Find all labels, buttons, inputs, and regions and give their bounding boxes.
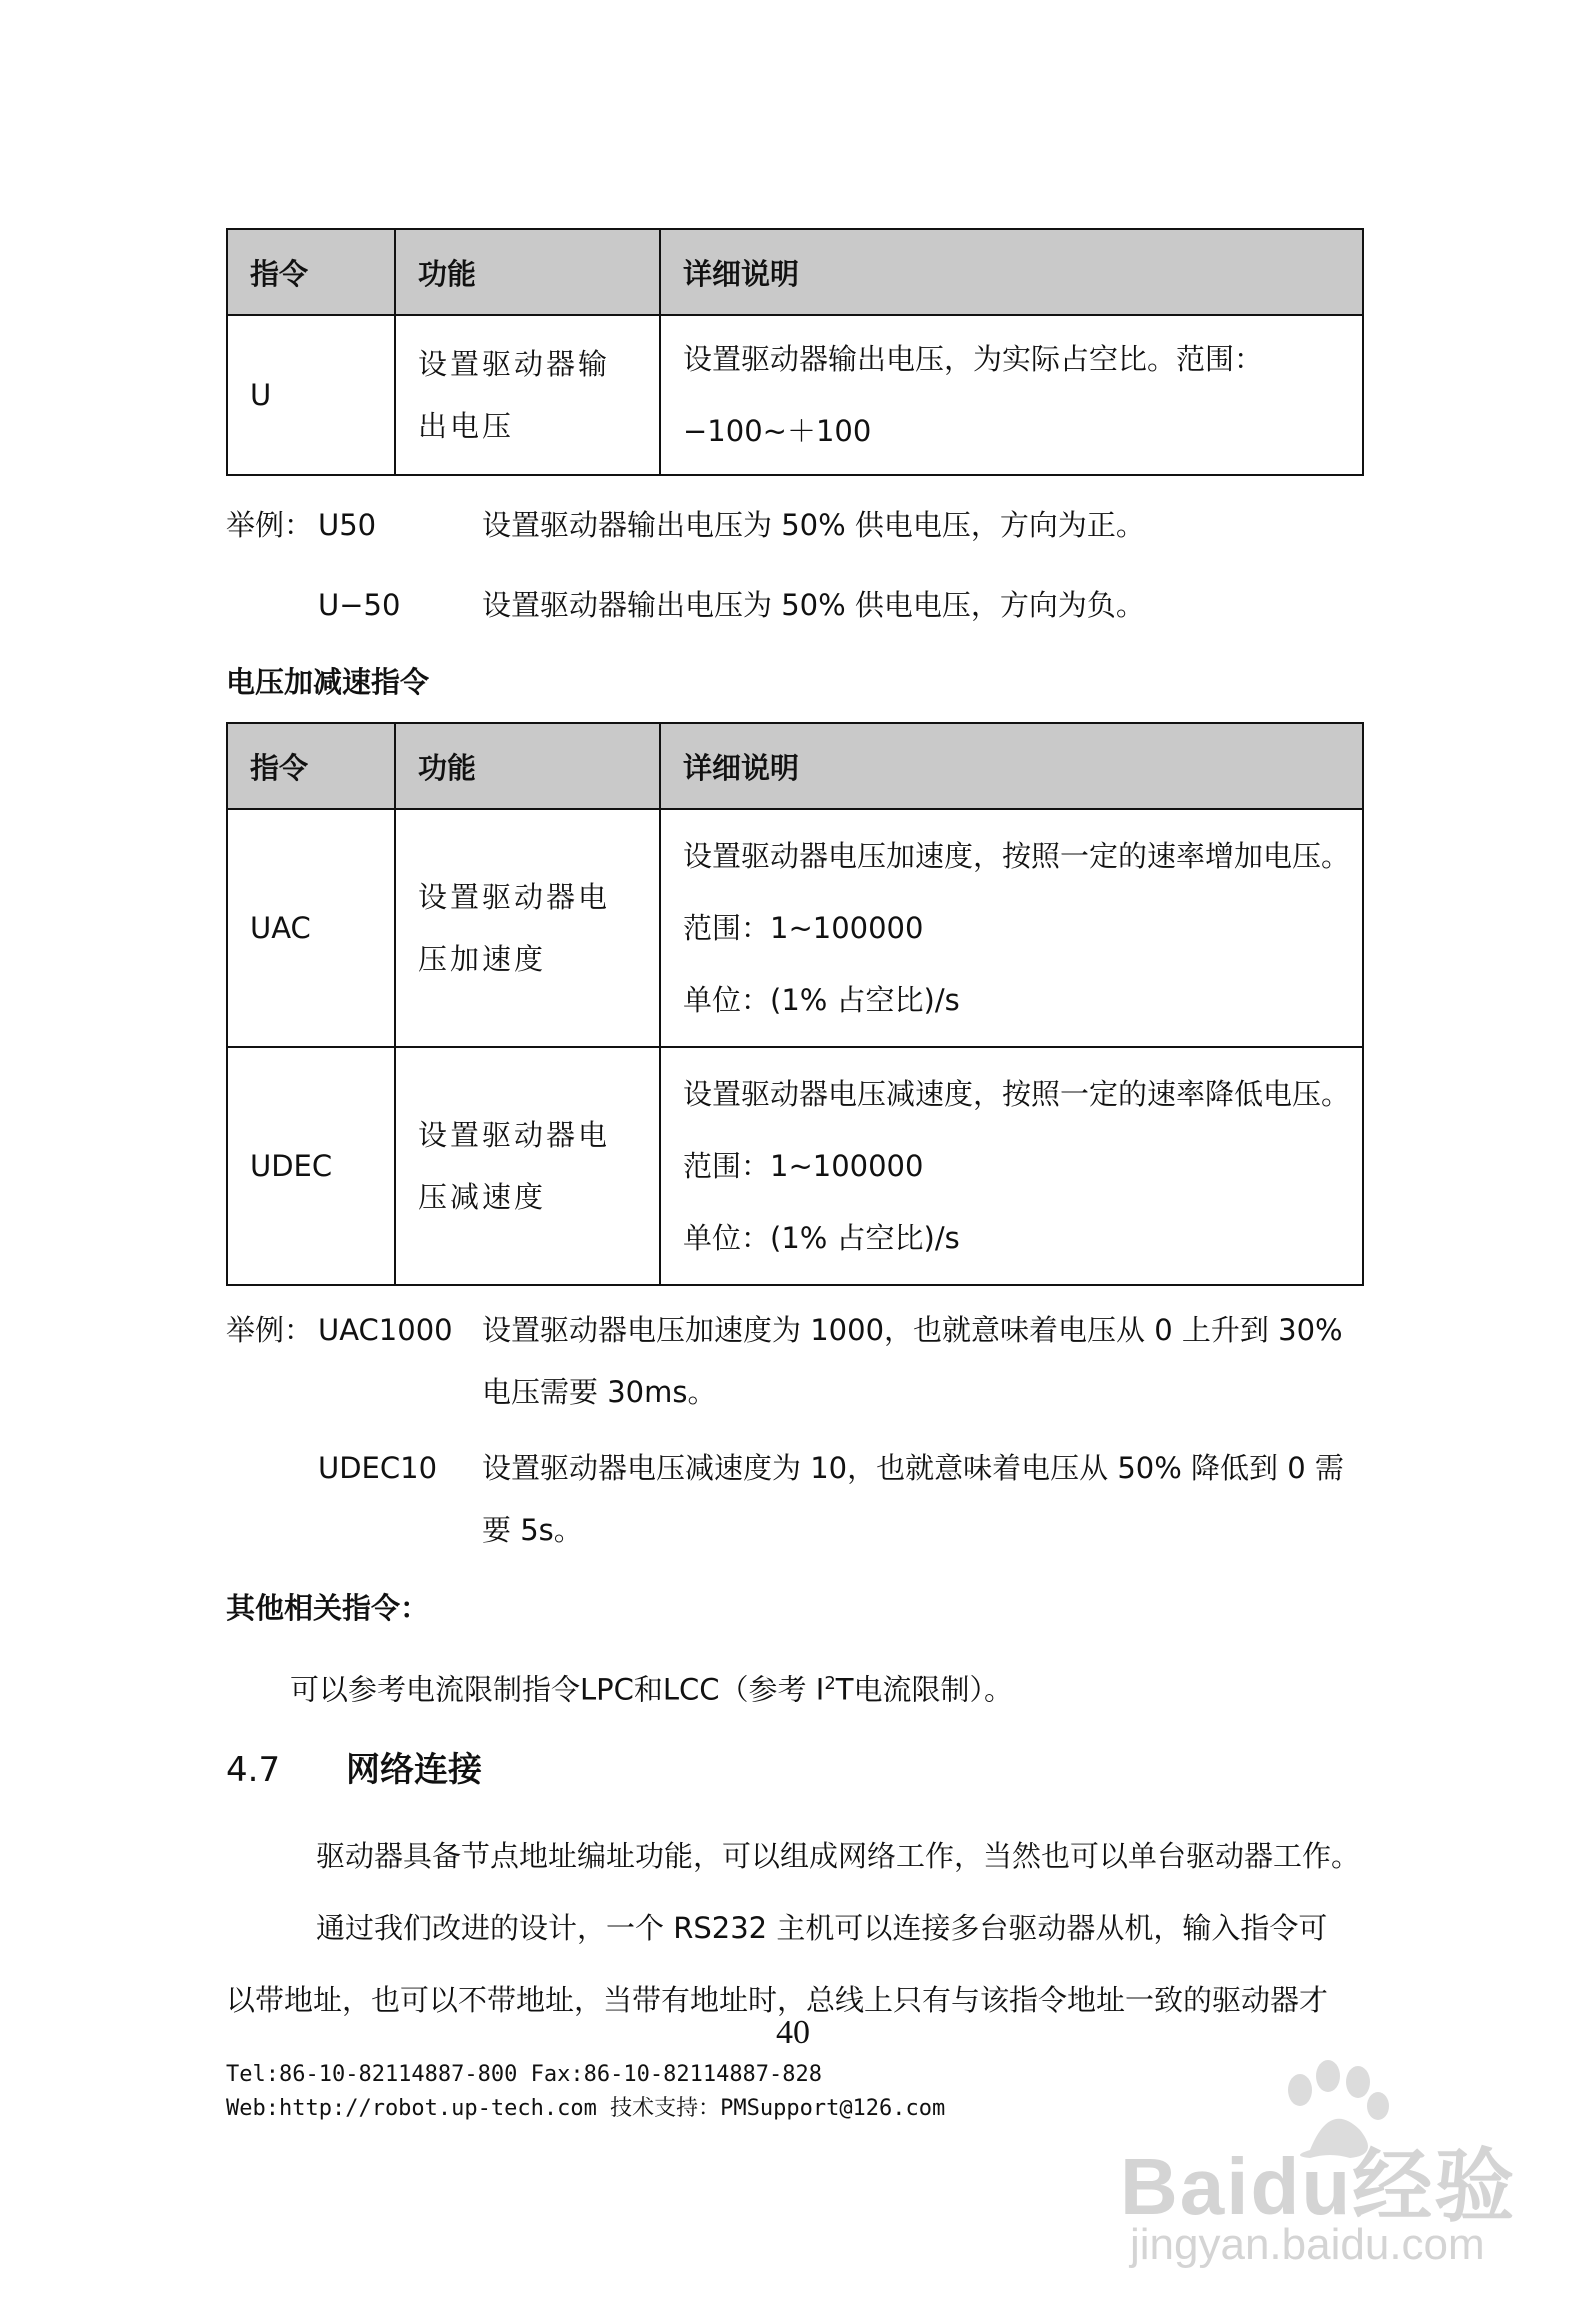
cell-detail <box>660 1047 1363 1285</box>
cell-command: UAC <box>227 809 395 1047</box>
other-commands-heading: 其他相关指令： <box>226 1591 430 1625</box>
paragraph: 驱动器具备节点地址编址功能，可以组成网络工作，当然也可以单台驱动器工作。 <box>316 1839 1361 1873</box>
header-function: 功能 <box>395 229 660 315</box>
command-table-u <box>226 228 1364 476</box>
section-title: 网络连接 <box>346 1750 482 1790</box>
detail-line: 范围：1~100000 <box>683 1149 924 1183</box>
detail-line: 设置驱动器电压加速度，按照一定的速率增加电压。 <box>683 839 1351 873</box>
header-command: 指令 <box>227 229 395 315</box>
example-code: U−50 <box>318 588 401 622</box>
header-command: 指令 <box>227 723 395 809</box>
other-commands-text <box>290 1664 1013 1710</box>
example-description: 设置驱动器电压减速度为 10，也就意味着电压从 50% 降低到 0 需 <box>482 1451 1344 1485</box>
watermark-url: jingyan.baidu.com <box>1130 2220 1485 2269</box>
superscript: 2 <box>824 1673 836 1694</box>
header-detail: 详细说明 <box>660 723 1363 809</box>
detail-line: 单位：(1% 占空比)/s <box>683 1221 960 1255</box>
paragraph: 以带地址，也可以不带地址，当带有地址时，总线上只有与该指令地址一致的驱动器才 <box>226 1983 1329 2017</box>
header-detail: 详细说明 <box>660 229 1363 315</box>
section-heading: 电压加减速指令 <box>226 665 430 699</box>
example-label: 举例： <box>226 1313 314 1347</box>
detail-line: 设置驱动器电压减速度，按照一定的速率降低电压。 <box>683 1077 1351 1111</box>
example-code: UAC1000 <box>318 1313 453 1347</box>
other-text-part: 可以参考电流限制指令LPC和LCC（参考 I <box>290 1672 825 1707</box>
section-number-text: 4.7 <box>226 1750 281 1790</box>
paragraph: 通过我们改进的设计，一个 RS232 主机可以连接多台驱动器从机，输入指令可 <box>316 1911 1328 1945</box>
table-row <box>227 1047 1363 1285</box>
cell-detail <box>660 809 1363 1047</box>
section-number <box>226 1748 280 1792</box>
header-function: 功能 <box>395 723 660 809</box>
function-line: 压加速度 <box>418 942 547 976</box>
table-row <box>227 809 1363 1047</box>
other-text-part: T电流限制）。 <box>835 1672 1013 1707</box>
cell-detail <box>660 315 1363 475</box>
table-header-row <box>227 229 1363 315</box>
function-line: 压减速度 <box>418 1180 547 1214</box>
cell-command: U <box>227 315 395 475</box>
footer-web: Web:http://robot.up-tech.com 技术支持：PMSupport@126.com <box>226 2096 946 2121</box>
example-description: 要 5s。 <box>482 1513 583 1547</box>
table-header-row <box>227 723 1363 809</box>
example-label: 举例： <box>226 508 314 542</box>
example-description: 电压需要 30ms。 <box>482 1375 717 1409</box>
example-description: 设置驱动器电压加速度为 1000，也就意味着电压从 0 上升到 30% <box>482 1313 1343 1347</box>
cell-command: UDEC <box>227 1047 395 1285</box>
watermark-brand: Baidu经验 <box>1120 2142 1517 2231</box>
example-description: 设置驱动器输出电压为 50% 供电电压，方向为负。 <box>482 588 1145 622</box>
example-code: UDEC10 <box>318 1451 438 1485</box>
page-number: 40 <box>776 2014 810 2051</box>
function-line: 出电压 <box>418 409 515 443</box>
example-description: 设置驱动器输出电压为 50% 供电电压，方向为正。 <box>482 508 1145 542</box>
function-line: 设置驱动器电 <box>418 880 611 914</box>
function-line: 设置驱动器电 <box>418 1118 611 1152</box>
function-line: 设置驱动器输 <box>418 347 611 381</box>
detail-line: 范围：1~100000 <box>683 911 924 945</box>
footer-contact: Tel:86-10-82114887-800 Fax:86-10-82114887-828 <box>226 2062 823 2087</box>
command-table-uac-udec <box>226 722 1364 1286</box>
example-code: U50 <box>318 508 377 542</box>
baidu-watermark <box>1120 2060 1540 2280</box>
cell-function <box>395 1047 660 1285</box>
table-row <box>227 315 1363 475</box>
cell-function <box>395 809 660 1047</box>
detail-line: 设置驱动器输出电压，为实际占空比。范围： <box>683 342 1264 376</box>
detail-line: −100~＋100 <box>683 414 872 448</box>
detail-line: 单位：(1% 占空比)/s <box>683 983 960 1017</box>
cell-function <box>395 315 660 475</box>
